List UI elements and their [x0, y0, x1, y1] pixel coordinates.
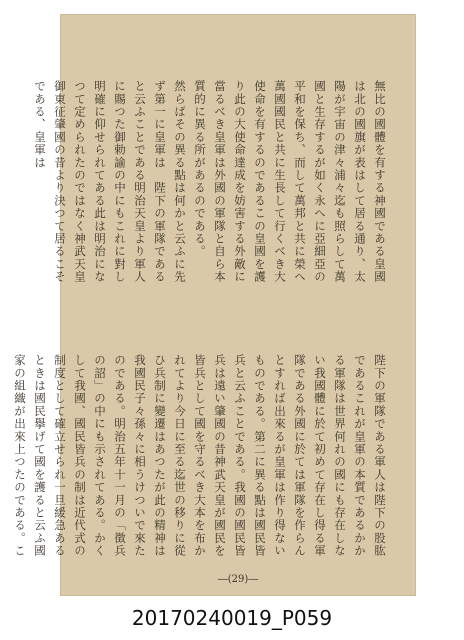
upper-text-block: 無比の國體を有する神國である皇國は北の國旗が表はして居る通り、太陽が宇宙の津々浦々迄も照らして萬國と生存するが如く永へに亞細亞の平和を保ち、而して萬邦と共に榮へ萬國國民と共に生長して行くべき大使命を有するのであるこの皇國を護り此の大使命達成を妨害する外敵に當るべき皇軍は外國の軍隊と自ら本質的に異る所があるのである。 然らばその異る點は何かと云ふに先ず第一に皇軍は 陛下の軍隊であると云ふことである明治天皇より軍人に賜つた御勅諭の中にもこれに對し明確に仰せられてある此は明治になつて定められたのではなく神武天皇御東征肇國の昔より決つて居るこそである、皇軍は: [33, 80, 387, 284]
document-page: [13, 14, 416, 596]
archive-caption: 20170240019_P059: [131, 606, 333, 630]
lower-text-block: 陛下の軍隊である軍人は陛下の股肱であるこれが皇軍の本質であるかかる軍隊は世界何れの國にも存在しない我國體に於て初めて存在し得る軍隊である外國に於ては軍隊を作らんとすれば出來るが皇軍は作り得ないものである。第二に異る點は國民皆兵と云ふことである。我國の國民皆兵は遠い肇國の昔神武天皇が國民を皆兵として國を守るべき大本を布かれてより今日に至る迄世の移りに從ひ兵制に變遷はあつたが此の精神は我國民子々孫々に相うけついで來たのである。明治五年十一月の「徴兵の詔」の中にも示されてある。かくして我國、國民皆兵の制は近代式の制度として確立せられ一旦緩急あるときは國民擧げて國を護ると云ふ國家の組織が出來上つたのである。こ: [13, 354, 387, 558]
page-number: ―(29)―: [217, 574, 259, 585]
